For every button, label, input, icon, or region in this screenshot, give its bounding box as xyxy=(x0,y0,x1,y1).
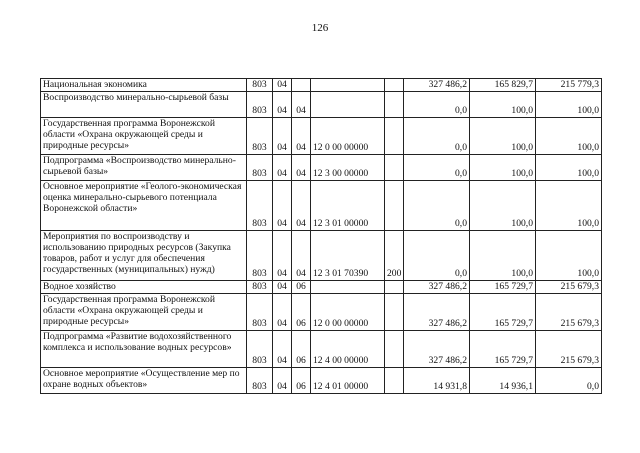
vr-cell xyxy=(385,118,404,155)
value-year1: 327 486,2 xyxy=(404,331,470,368)
table-row xyxy=(41,331,602,368)
value-year1: 327 486,2 xyxy=(404,79,470,92)
value-year1: 0,0 xyxy=(404,118,470,155)
csr-cell xyxy=(311,281,385,294)
csr-cell: 12 3 00 00000 xyxy=(311,155,385,181)
csr-cell: 12 0 00 00000 xyxy=(311,294,385,331)
ved-cell: 803 xyxy=(247,118,273,155)
pr-cell: 04 xyxy=(292,155,311,181)
value-year1: 14 931,8 xyxy=(404,368,470,394)
rz-cell: 04 xyxy=(273,92,292,118)
value-year3: 100,0 xyxy=(536,118,602,155)
value-year2: 100,0 xyxy=(470,92,536,118)
table-row xyxy=(41,118,602,155)
ved-cell: 803 xyxy=(247,231,273,281)
pr-cell: 06 xyxy=(292,331,311,368)
pr-cell xyxy=(292,79,311,92)
value-year3: 215 679,3 xyxy=(536,281,602,294)
table-row xyxy=(41,181,602,231)
ved-cell: 803 xyxy=(247,79,273,92)
pr-cell: 04 xyxy=(292,181,311,231)
table-row xyxy=(41,92,602,118)
pr-cell: 04 xyxy=(292,231,311,281)
value-year3: 100,0 xyxy=(536,181,602,231)
table-row xyxy=(41,155,602,181)
value-year2: 165 729,7 xyxy=(470,294,536,331)
rz-cell: 04 xyxy=(273,181,292,231)
csr-cell: 12 4 01 00000 xyxy=(311,368,385,394)
csr-cell: 12 0 00 00000 xyxy=(311,118,385,155)
rz-cell: 04 xyxy=(273,231,292,281)
vr-cell xyxy=(385,79,404,92)
value-year3: 215 679,3 xyxy=(536,294,602,331)
table-row xyxy=(41,231,602,281)
rz-cell: 04 xyxy=(273,155,292,181)
row-name: Водное хозяйство xyxy=(41,281,247,294)
row-name: Мероприятия по воспроизводству и использованию природных ресурсов (Закупка товаров, работ и услуг для обеспечения государственных (муниципальных) нужд) xyxy=(41,231,247,281)
pr-cell: 06 xyxy=(292,368,311,394)
ved-cell: 803 xyxy=(247,281,273,294)
pr-cell: 04 xyxy=(292,92,311,118)
row-name: Национальная экономика xyxy=(41,79,247,92)
budget-table xyxy=(40,78,602,394)
value-year2: 100,0 xyxy=(470,155,536,181)
pr-cell: 04 xyxy=(292,118,311,155)
value-year3: 100,0 xyxy=(536,155,602,181)
value-year3: 0,0 xyxy=(536,368,602,394)
csr-cell xyxy=(311,79,385,92)
vr-cell xyxy=(385,155,404,181)
row-name: Государственная программа Воронежской области «Охрана окружающей среды и природные ресурсы» xyxy=(41,294,247,331)
vr-cell xyxy=(385,294,404,331)
value-year2: 165 729,7 xyxy=(470,281,536,294)
value-year1: 0,0 xyxy=(404,92,470,118)
value-year2: 14 936,1 xyxy=(470,368,536,394)
rz-cell: 04 xyxy=(273,331,292,368)
value-year2: 100,0 xyxy=(470,118,536,155)
table-row xyxy=(41,79,602,92)
csr-cell: 12 3 01 00000 xyxy=(311,181,385,231)
value-year2: 165 729,7 xyxy=(470,331,536,368)
table-row xyxy=(41,294,602,331)
ved-cell: 803 xyxy=(247,331,273,368)
page-number: 126 xyxy=(311,22,329,34)
rz-cell: 04 xyxy=(273,118,292,155)
row-name: Воспроизводство минерально-сырьевой базы xyxy=(41,92,247,118)
vr-cell xyxy=(385,181,404,231)
row-name: Основное мероприятие «Осуществление мер по охране водных объектов» xyxy=(41,368,247,394)
ved-cell: 803 xyxy=(247,92,273,118)
vr-cell: 200 xyxy=(385,231,404,281)
vr-cell xyxy=(385,92,404,118)
rz-cell: 04 xyxy=(273,294,292,331)
table-row xyxy=(41,368,602,394)
table-row xyxy=(41,281,602,294)
vr-cell xyxy=(385,281,404,294)
csr-cell xyxy=(311,92,385,118)
value-year3: 100,0 xyxy=(536,231,602,281)
value-year2: 100,0 xyxy=(470,181,536,231)
value-year1: 0,0 xyxy=(404,181,470,231)
csr-cell: 12 4 00 00000 xyxy=(311,331,385,368)
ved-cell: 803 xyxy=(247,294,273,331)
vr-cell xyxy=(385,368,404,394)
value-year2: 165 829,7 xyxy=(470,79,536,92)
rz-cell: 04 xyxy=(273,281,292,294)
value-year1: 0,0 xyxy=(404,231,470,281)
value-year3: 215 779,3 xyxy=(536,79,602,92)
value-year1: 0,0 xyxy=(404,155,470,181)
vr-cell xyxy=(385,331,404,368)
row-name: Основное мероприятие «Геолого-экономическая оценка минерально-сырьевого потенциала Воронежской области» xyxy=(41,181,247,231)
ved-cell: 803 xyxy=(247,181,273,231)
value-year1: 327 486,2 xyxy=(404,281,470,294)
value-year2: 100,0 xyxy=(470,231,536,281)
ved-cell: 803 xyxy=(247,368,273,394)
pr-cell: 06 xyxy=(292,294,311,331)
rz-cell: 04 xyxy=(273,79,292,92)
row-name: Государственная программа Воронежской области «Охрана окружающей среды и природные ресурсы» xyxy=(41,118,247,155)
rz-cell: 04 xyxy=(273,368,292,394)
pr-cell: 06 xyxy=(292,281,311,294)
row-name: Подпрограмма «Воспроизводство минерально-сырьевой базы» xyxy=(41,155,247,181)
value-year3: 215 679,3 xyxy=(536,331,602,368)
ved-cell: 803 xyxy=(247,155,273,181)
row-name: Подпрограмма «Развитие водохозяйственного комплекса и использование водных ресурсов» xyxy=(41,331,247,368)
value-year1: 327 486,2 xyxy=(404,294,470,331)
csr-cell: 12 3 01 70390 xyxy=(311,231,385,281)
value-year3: 100,0 xyxy=(536,92,602,118)
